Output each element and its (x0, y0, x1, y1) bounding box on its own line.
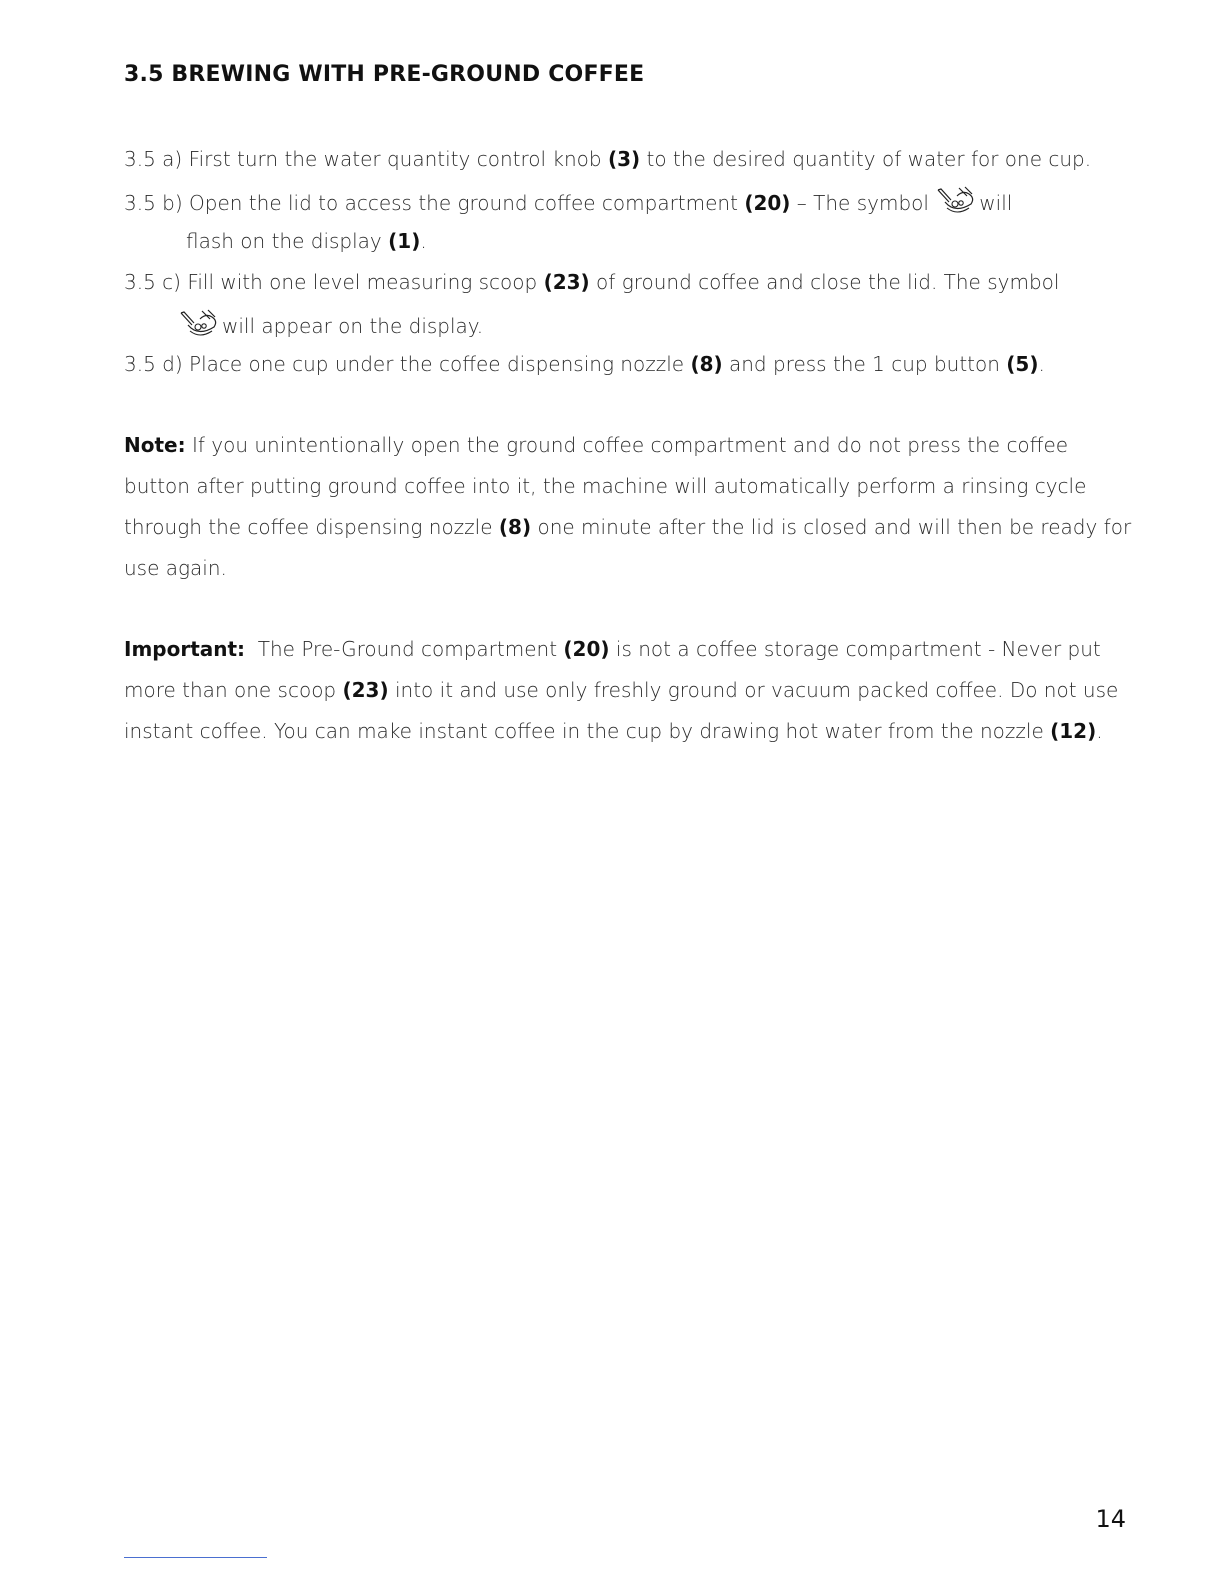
scoop-coffee-icon (935, 186, 979, 216)
step-d (124, 350, 1045, 378)
step-b (124, 186, 1012, 217)
important-text-3: instant coffee. You can make instant coffee in the cup by drawing hot water from the nozzle (124, 719, 1051, 743)
step-d-ref-nozzle: (8) (690, 352, 723, 376)
note-text-4: use again. (124, 556, 227, 580)
step-c-continued (178, 309, 483, 340)
step-c-text-end: of ground coffee and close the lid. The symbol (589, 270, 1060, 294)
step-b-cont-text: flash on the display (186, 229, 389, 253)
step-b-text-mid: – The symbol (790, 191, 936, 215)
note-text-3: through the coffee dispensing nozzle (124, 515, 499, 539)
step-c (124, 268, 1059, 296)
step-b-cont-end: . (420, 229, 427, 253)
step-b-text-end: will (979, 191, 1013, 215)
step-c-ref: (23) (543, 270, 590, 294)
note-ref-nozzle: (8) (498, 515, 532, 539)
step-a-text-end: to the desired quantity of water for one cup. (640, 147, 1092, 171)
important-ref-hot-water-nozzle: (12) (1050, 719, 1097, 743)
note-line-2 (124, 472, 1086, 500)
note-line-4 (124, 554, 227, 582)
step-b-ref: (20) (744, 191, 791, 215)
important-text-3-end: . (1096, 719, 1103, 743)
step-a (124, 145, 1091, 173)
important-line-1 (124, 635, 1101, 663)
step-c-cont-text: will appear on the display. (222, 314, 484, 338)
scoop-coffee-icon (178, 309, 222, 339)
note-line-3 (124, 513, 1131, 541)
note-label: Note: (124, 433, 186, 457)
important-ref-scoop: (23) (342, 678, 389, 702)
step-d-text-end: . (1038, 352, 1045, 376)
section-heading: 3.5 BREWING WITH PRE-GROUND COFFEE (124, 62, 645, 87)
step-a-text: 3.5 a) First turn the water quantity control knob (124, 147, 608, 171)
note-text-3-end: one minute after the lid is closed and will then be ready for (531, 515, 1132, 539)
note-text-2: button after putting ground coffee into it, the machine will automatically perform a rinsing cycle (124, 474, 1087, 498)
step-d-text-mid: and press the 1 cup button (722, 352, 1007, 376)
important-text-2: more than one scoop (124, 678, 343, 702)
step-d-ref-button: (5) (1006, 352, 1039, 376)
important-ref-compartment: (20) (563, 637, 610, 661)
step-c-text: 3.5 c) Fill with one level measuring scoop (124, 270, 544, 294)
important-text-1: The Pre-Ground compartment (245, 637, 564, 661)
note-text-1: If you unintentionally open the ground coffee compartment and do not press the coffee (185, 433, 1069, 457)
important-line-3 (124, 717, 1103, 745)
important-label: Important: (124, 637, 246, 661)
important-line-2 (124, 676, 1118, 704)
step-a-ref: (3) (607, 147, 641, 171)
important-text-2-end: into it and use only freshly ground or vacuum packed coffee. Do not use (388, 678, 1119, 702)
note-line-1 (124, 431, 1068, 459)
page-number: 14 (1095, 1505, 1126, 1533)
step-b-text: 3.5 b) Open the lid to access the ground coffee compartment (124, 191, 745, 215)
important-text-1-end: is not a coffee storage compartment - Never put (609, 637, 1101, 661)
step-b-cont-ref: (1) (388, 229, 421, 253)
step-d-text: 3.5 d) Place one cup under the coffee dispensing nozzle (124, 352, 691, 376)
footnote-divider (124, 1557, 267, 1558)
step-b-continued (186, 227, 427, 255)
